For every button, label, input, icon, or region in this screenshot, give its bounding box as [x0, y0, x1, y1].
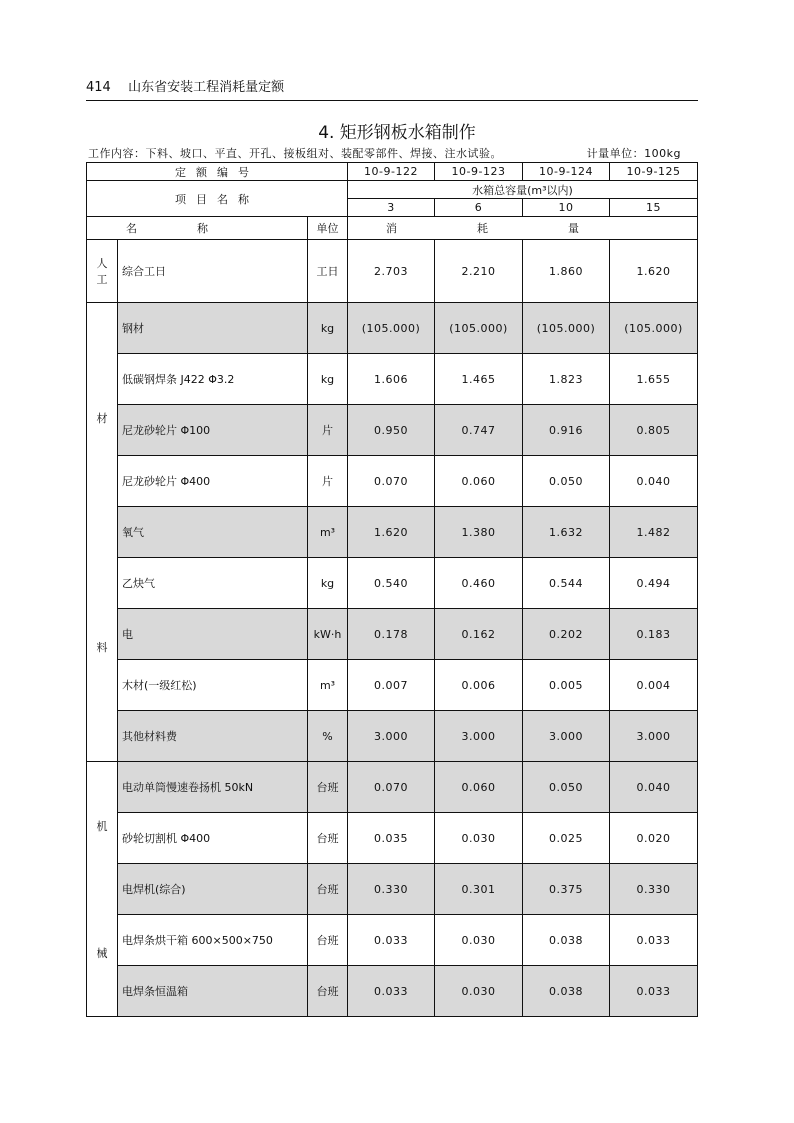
- work-content: 工作内容：下料、坡口、平直、开孔、接板组对、装配零部件、焊接、注水试验。: [88, 147, 502, 160]
- consumption-value: 0.025: [523, 813, 610, 864]
- resource-unit: kW·h: [308, 609, 348, 660]
- consumption-value: 0.038: [523, 966, 610, 1017]
- code-cell: 10-9-123: [435, 163, 523, 181]
- consumption-value: 0.050: [523, 762, 610, 813]
- consumption-value: 0.330: [610, 864, 698, 915]
- group-label: [87, 303, 118, 762]
- consumption-value: 0.070: [348, 762, 435, 813]
- consumption-value: (105.000): [435, 303, 523, 354]
- consumption-value: 0.030: [435, 915, 523, 966]
- consumption-value: 0.950: [348, 405, 435, 456]
- header-rule: [86, 100, 698, 101]
- code-cell: 10-9-124: [523, 163, 610, 181]
- consumption-value: 0.805: [610, 405, 698, 456]
- consumption-value: 1.465: [435, 354, 523, 405]
- table-row: [87, 660, 698, 711]
- resource-name: 电焊条恒温箱: [118, 966, 308, 1017]
- group-label-char: 材: [96, 411, 108, 425]
- resource-name: 电焊条烘干箱 600×500×750: [118, 915, 308, 966]
- group-label-char: 工: [96, 273, 108, 286]
- resource-name: 砂轮切割机 Φ400: [118, 813, 308, 864]
- consumption-value: 0.330: [348, 864, 435, 915]
- resource-unit: kg: [308, 354, 348, 405]
- resource-unit: 片: [308, 405, 348, 456]
- consumption-value: 0.375: [523, 864, 610, 915]
- page-header: [86, 76, 698, 95]
- capacity-cell: 3: [348, 199, 435, 217]
- quota-no-label: 定额编号: [87, 163, 348, 181]
- table-row: [87, 966, 698, 1017]
- resource-name: 电焊机(综合): [118, 864, 308, 915]
- capacity-cell: 10: [523, 199, 610, 217]
- resource-unit: m³: [308, 660, 348, 711]
- capacity-cell: 15: [610, 199, 698, 217]
- code-cell: 10-9-125: [610, 163, 698, 181]
- consumption-value: 0.007: [348, 660, 435, 711]
- resource-name: 乙炔气: [118, 558, 308, 609]
- group-label: [87, 762, 118, 1017]
- consumption-value: 0.916: [523, 405, 610, 456]
- consumption-value: 0.040: [610, 456, 698, 507]
- resource-name: 钢材: [118, 303, 308, 354]
- consumption-value: 0.540: [348, 558, 435, 609]
- table-row: [87, 354, 698, 405]
- page-number: 414: [86, 80, 111, 95]
- consumption-value: (105.000): [610, 303, 698, 354]
- consumption-value: 0.035: [348, 813, 435, 864]
- table-row: [87, 609, 698, 660]
- consumption-value: 1.482: [610, 507, 698, 558]
- table-row: [87, 762, 698, 813]
- item-name-label: 项目名称: [87, 181, 348, 217]
- resource-unit: 台班: [308, 813, 348, 864]
- resource-name: 木材(一级红松): [118, 660, 308, 711]
- consumption-value: 0.033: [610, 915, 698, 966]
- consumption-value: 0.005: [523, 660, 610, 711]
- consumption-value: 0.460: [435, 558, 523, 609]
- consumption-value: 0.030: [435, 813, 523, 864]
- table-row: [87, 456, 698, 507]
- quota-table: [86, 162, 698, 1017]
- book-title: 山东省安装工程消耗量定额: [128, 80, 285, 95]
- col-unit-header: 单位: [308, 217, 348, 240]
- resource-name: 电: [118, 609, 308, 660]
- consumption-value: 0.004: [610, 660, 698, 711]
- table-row: [87, 507, 698, 558]
- consumption-value: (105.000): [523, 303, 610, 354]
- consumption-value: 0.020: [610, 813, 698, 864]
- resource-name: 低碳钢焊条 J422 Φ3.2: [118, 354, 308, 405]
- consumption-value: 0.494: [610, 558, 698, 609]
- group-label-char: 械: [96, 946, 108, 960]
- resource-unit: kg: [308, 303, 348, 354]
- consumption-value: 1.823: [523, 354, 610, 405]
- measure-unit: 计量单位：100kg: [586, 147, 681, 160]
- table-row: [87, 813, 698, 864]
- resource-unit: 台班: [308, 966, 348, 1017]
- section-title: 4. 矩形钢板水箱制作: [318, 123, 476, 143]
- consumption-value: 1.620: [348, 507, 435, 558]
- table-row: [87, 711, 698, 762]
- consumption-value: 0.006: [435, 660, 523, 711]
- resource-unit: kg: [308, 558, 348, 609]
- consumption-value: 1.606: [348, 354, 435, 405]
- resource-unit: 台班: [308, 762, 348, 813]
- col-name-header: 名称: [87, 217, 308, 240]
- consumption-value: 3.000: [348, 711, 435, 762]
- resource-unit: 台班: [308, 915, 348, 966]
- consumption-value: 0.544: [523, 558, 610, 609]
- consumption-value: 2.703: [348, 240, 435, 303]
- col-consumption-header: 消耗量: [348, 217, 698, 240]
- consumption-value: 0.070: [348, 456, 435, 507]
- consumption-value: 0.033: [348, 915, 435, 966]
- group-label: [87, 240, 118, 303]
- resource-name: 尼龙砂轮片 Φ400: [118, 456, 308, 507]
- resource-unit: 片: [308, 456, 348, 507]
- resource-unit: 工日: [308, 240, 348, 303]
- consumption-value: 0.040: [610, 762, 698, 813]
- consumption-value: 0.178: [348, 609, 435, 660]
- table-row: [87, 303, 698, 354]
- code-cell: 10-9-122: [348, 163, 435, 181]
- resource-unit: 台班: [308, 864, 348, 915]
- consumption-value: 3.000: [435, 711, 523, 762]
- consumption-value: 1.632: [523, 507, 610, 558]
- capacity-label: 水箱总容量(m³以内): [348, 181, 698, 199]
- capacity-cell: 6: [435, 199, 523, 217]
- consumption-value: 0.033: [610, 966, 698, 1017]
- consumption-value: 0.202: [523, 609, 610, 660]
- consumption-value: 0.060: [435, 762, 523, 813]
- consumption-value: 0.030: [435, 966, 523, 1017]
- resource-name: 电动单筒慢速卷扬机 50kN: [118, 762, 308, 813]
- consumption-value: 2.210: [435, 240, 523, 303]
- consumption-value: 1.860: [523, 240, 610, 303]
- table-row: [87, 558, 698, 609]
- table-row: [87, 864, 698, 915]
- table-row: [87, 915, 698, 966]
- resource-name: 尼龙砂轮片 Φ100: [118, 405, 308, 456]
- consumption-value: 1.620: [610, 240, 698, 303]
- consumption-value: 3.000: [610, 711, 698, 762]
- consumption-value: 0.060: [435, 456, 523, 507]
- group-label-char: 人: [96, 257, 108, 270]
- consumption-value: 1.380: [435, 507, 523, 558]
- resource-name: 综合工日: [118, 240, 308, 303]
- consumption-value: 0.747: [435, 405, 523, 456]
- table-row: [87, 405, 698, 456]
- consumption-value: 0.038: [523, 915, 610, 966]
- resource-name: 其他材料费: [118, 711, 308, 762]
- group-label-char: 机: [96, 819, 108, 833]
- resource-unit: m³: [308, 507, 348, 558]
- consumption-value: 1.655: [610, 354, 698, 405]
- consumption-value: 0.033: [348, 966, 435, 1017]
- table-row: [87, 240, 698, 303]
- consumption-value: 0.301: [435, 864, 523, 915]
- resource-name: 氧气: [118, 507, 308, 558]
- consumption-value: 0.183: [610, 609, 698, 660]
- consumption-value: 3.000: [523, 711, 610, 762]
- resource-unit: %: [308, 711, 348, 762]
- consumption-value: (105.000): [348, 303, 435, 354]
- group-label-char: 料: [96, 640, 108, 654]
- consumption-value: 0.050: [523, 456, 610, 507]
- consumption-value: 0.162: [435, 609, 523, 660]
